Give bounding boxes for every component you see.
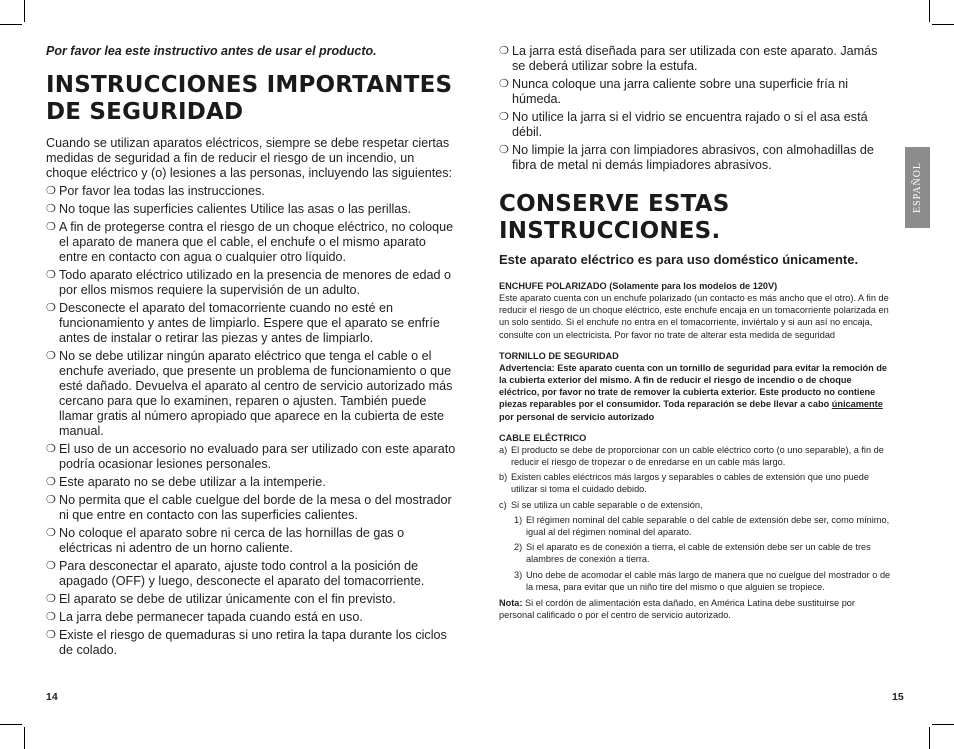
- list-item: c) Si se utiliza un cable separable o de extensión,: [499, 499, 703, 510]
- circle-bullet-icon: ❍: [46, 476, 56, 488]
- page-title: [46, 72, 456, 126]
- circle-bullet-icon: ❍: [46, 629, 56, 641]
- circle-bullet-icon: ❍: [499, 144, 509, 156]
- section-title: TORNILLO DE SEGURIDAD: [499, 350, 619, 361]
- safety-bullet-list: [46, 184, 456, 658]
- circle-bullet-icon: ❍: [46, 443, 56, 455]
- language-tab: [905, 147, 930, 228]
- page-number-right: 15: [892, 691, 904, 703]
- conserve-line-2: INSTRUCCIONES.: [499, 218, 721, 244]
- list-item: ❍ Todo aparato eléctrico utilizado en la presencia de menores de edad o por ellos mismos requiere la supervisión de un adulto.: [46, 268, 452, 297]
- circle-bullet-icon: ❍: [46, 302, 56, 314]
- list-item: ❍ La jarra está diseñada para ser utilizada con este aparato. Jamás se deberá utilizar sobre la estufa.: [499, 44, 878, 73]
- list-item: b) Existen cables eléctricos más largos y separables o cables de extensión que uno puede utilizar si toma el cuidado debido.: [499, 472, 870, 495]
- household-use-subheading: Este aparato eléctrico es para uso doméstico únicamente.: [499, 252, 859, 267]
- list-item: ❍ Existe el riesgo de quemaduras si uno retira la tapa durante los ciclos de colado.: [46, 628, 447, 657]
- language-tab-label: ESPAÑOL: [912, 161, 923, 214]
- page-number-left: 14: [46, 691, 58, 703]
- circle-bullet-icon: ❍: [46, 269, 56, 281]
- circle-bullet-icon: ❍: [46, 185, 56, 197]
- read-first-notice: Por favor lea este instructivo antes de usar el producto.: [46, 44, 377, 58]
- list-item: ❍ No permita que el cable cuelgue del borde de la mesa o del mostrador ni que entre en contacto con las superficies calientes.: [46, 493, 452, 522]
- list-item: ❍ No toque las superficies calientes Utilice las asas o las perillas.: [46, 202, 412, 216]
- circle-bullet-icon: ❍: [46, 203, 56, 215]
- list-item: 3) Uno debe de acomodar el cable más largo de manera que no cuelgue del mostrador o de la mesa, para evitar que un niño tire del mismo o que alguien se tropiece.: [514, 569, 891, 592]
- conserve-heading: [499, 191, 891, 245]
- safety-screw-section: [499, 350, 891, 423]
- crop-mark: [932, 724, 954, 725]
- crop-mark: [24, 0, 25, 22]
- crop-mark: [929, 727, 930, 749]
- circle-bullet-icon: ❍: [499, 111, 509, 123]
- list-item: ❍ A fin de protegerse contra el riesgo de un choque eléctrico, no coloque el aparato de manera que el cable, el enchufe o el mismo aparato entre en contacto con agua o cualquier otro líquido.: [46, 220, 454, 264]
- crop-mark: [0, 24, 22, 25]
- crop-mark: [932, 24, 954, 25]
- left-page: [46, 44, 456, 661]
- crop-mark: [24, 727, 25, 749]
- list-item: ❍ No coloque el aparato sobre ni cerca de las hornillas de gas o eléctricas ni adentro de un horno caliente.: [46, 526, 405, 555]
- underlined-word: únicamente: [831, 399, 883, 410]
- circle-bullet-icon: ❍: [46, 494, 56, 506]
- jar-bullet-list: [499, 44, 891, 173]
- list-item: ❍ El uso de un accesorio no evaluado para ser utilizado con este aparato podría ocasionar lesiones personales.: [46, 442, 456, 471]
- circle-bullet-icon: ❍: [46, 560, 56, 572]
- intro-paragraph: Cuando se utilizan aparatos eléctricos, siempre se debe respetar ciertas medidas de seguridad a fin de reducir el riesgo de un incendio, un choque eléctrico y (o) lesiones a las personas, incluyendo las siguientes:: [46, 136, 453, 180]
- list-item: ❍ No se debe utilizar ningún aparato eléctrico que tenga el cable o el enchufe averiado, que presente un problema de funcionamiento o que esté dañado. Devuelva el aparato al centro de servicio autorizado más cercano para que lo examinen, reparen o ajusten. También puede llamar gratis al número apropiado que aparece en la cubierta de este manual.: [46, 349, 453, 438]
- crop-mark: [929, 0, 930, 22]
- list-item: ❍ No utilice la jarra si el vidrio se encuentra rajado o si el asa está débil.: [499, 110, 868, 139]
- list-item: ❍ La jarra debe permanecer tapada cuando está en uso.: [46, 610, 363, 624]
- power-cord-section: [499, 432, 891, 622]
- list-item: ❍ El aparato se debe de utilizar únicamente con el fin previsto.: [46, 592, 396, 606]
- list-item: ❍ Nunca coloque una jarra caliente sobre una superficie fría ni húmeda.: [499, 77, 849, 106]
- circle-bullet-icon: ❍: [46, 611, 56, 623]
- circle-bullet-icon: ❍: [46, 593, 56, 605]
- conserve-line-1: CONSERVE ESTAS: [499, 191, 730, 217]
- note-paragraph: Nota: Si el cordón de alimentación esta dañado, en América Latina debe sustituirse por personal calificado o por el centro de servicio autorizado.: [499, 598, 855, 621]
- section-body: Este aparato cuenta con un enchufe polarizado (un contacto es más ancho que el otro). A fin de reducir el riesgo de un choque eléctrico, este enchufe encaja en un tomacorriente polarizada en un solo sentido. Si el enchufe no entra en el tomacorriente, inviértalo y si aun así no encaja, consulte con un electricista. Por favor no trate de alterar esta medida de seguridad: [499, 293, 889, 340]
- circle-bullet-icon: ❍: [499, 78, 509, 90]
- list-item: a) El producto se debe de proporcionar con un cable eléctrico corto (o uno separable), a fin de reducir el riesgo de tropezar o de enredarse en un cable más largo.: [499, 444, 884, 468]
- crop-mark: [0, 724, 22, 725]
- list-item: 1) El régimen nominal del cable separable o del cable de extensión debe ser, como mínimo, igual al del régimen nominal del aparato.: [514, 514, 890, 538]
- list-item: ❍ Desconecte el aparato del tomacorriente cuando no esté en funcionamiento y antes de limpiarlo. Espere que el aparato se enfríe antes de instalar o retirar las piezas y antes de limpiarlo.: [46, 301, 440, 345]
- list-item: ❍ Para desconectar el aparato, ajuste todo control a la posición de apagado (OFF) y luego, desconecte el aparato del tomacorriente.: [46, 559, 425, 588]
- circle-bullet-icon: ❍: [46, 350, 56, 362]
- section-body: Advertencia: Este aparato cuenta con un tornillo de seguridad para evitar la remoción de la cubierta exterior del mismo. A fin de reducir el riesgo de incendio o de choque eléctrico, por favor no trate de remover la cubierta exterior. Este producto no contiene piezas reparables por el consumidor. Toda reparación se debe llevar a cabo únicamente por personal de servicio autorizado: [499, 362, 888, 422]
- list-item: ❍ Este aparato no se debe utilizar a la intemperie.: [46, 475, 326, 489]
- section-title: CABLE ELÉCTRICO: [499, 432, 587, 443]
- list-item: ❍ No limpie la jarra con limpiadores abrasivos, con almohadillas de fibra de metal ni demás limpiadores abrasivos.: [499, 143, 874, 172]
- circle-bullet-icon: ❍: [499, 45, 509, 57]
- list-item: ❍ Por favor lea todas las instrucciones.: [46, 184, 265, 198]
- title-line-1: INSTRUCCIONES IMPORTANTES: [46, 72, 453, 98]
- right-page: [499, 44, 891, 630]
- circle-bullet-icon: ❍: [46, 527, 56, 539]
- list-item: 2) Si el aparato es de conexión a tierra, el cable de extensión debe ser un cable de tres alambres de conexión a tierra.: [514, 542, 871, 565]
- note-label: Nota:: [499, 598, 523, 609]
- title-line-2: DE SEGURIDAD: [46, 99, 244, 125]
- polarized-plug-section: [499, 280, 891, 341]
- circle-bullet-icon: ❍: [46, 221, 56, 233]
- section-title: ENCHUFE POLARIZADO (Solamente para los modelos de 120V): [499, 281, 778, 291]
